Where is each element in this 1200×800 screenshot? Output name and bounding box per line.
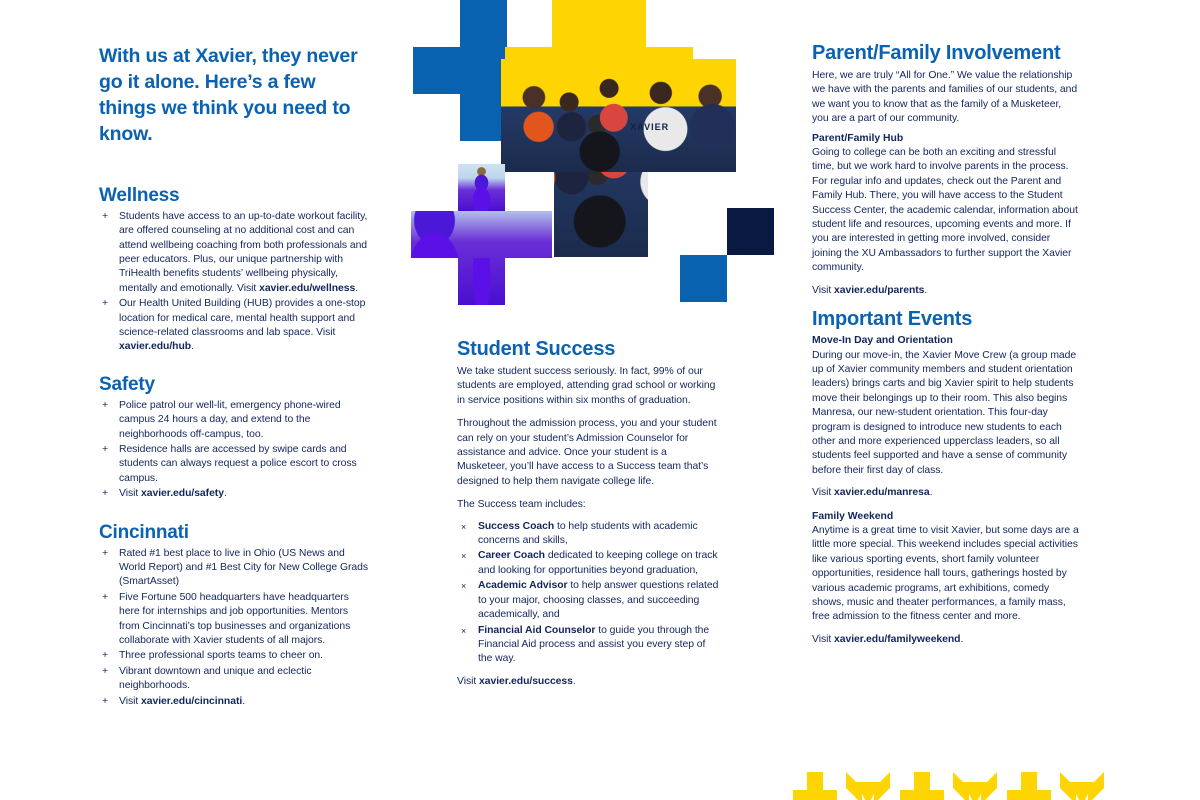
lede-headline: With us at Xavier, they never go it alone. Here’s a few things we think you need to know. — [99, 45, 358, 145]
bullet-plus-icon: + — [102, 298, 109, 310]
cincinnati-list — [99, 547, 371, 709]
team-role: Financial Aid Counselor — [478, 624, 596, 636]
section-heading-student-success: Student Success — [457, 338, 616, 360]
xavier-x-motif-down — [1060, 772, 1104, 800]
paragraph: We take student success seriously. In fact, 99% of our students are employed, attending grad school or working in service positions within six months of graduation. — [457, 366, 716, 406]
team-role: Success Coach — [478, 520, 555, 532]
bullet-x-icon: × — [461, 625, 467, 636]
middle-column — [457, 338, 719, 689]
list-item — [99, 547, 371, 590]
visit-prefix: Visit — [812, 487, 835, 499]
visit-suffix: . — [572, 675, 576, 687]
bullet-x-icon: × — [461, 551, 467, 562]
link-text[interactable]: xavier.edu/safety — [141, 488, 224, 500]
photo-fountain-bottom — [458, 258, 505, 305]
link-text[interactable]: xavier.edu/parents — [834, 284, 925, 296]
list-item-text: Visit — [119, 695, 142, 707]
visit-prefix: Visit — [812, 633, 835, 645]
photo-students-group — [501, 59, 736, 172]
paragraph: The Success team includes: — [457, 499, 586, 511]
list-item — [99, 591, 371, 649]
subheading-move-in-day: Move-In Day and Orientation — [812, 335, 953, 347]
collage-block-navy — [727, 208, 774, 255]
team-desc: to guide you through the Financial Aid process and assist you every step of the way. — [478, 624, 710, 665]
paragraph: During our move-in, the Xavier Move Crew (a group made up of Xavier community members and student orientation leaders) brings carts and big Xavier spirit to help students move their belongings up to their room. This also begins Manresa, our new-student orientation. This four-day program is designed to introduce new students to each other and more experienced upperclass leaders, so all students feel supported and have a sense of community before their first day of class. — [812, 349, 1077, 476]
list-item: + Our Health United Building (HUB) provides a one-stop location for medical care, mental health support and science-related classrooms and lab space. Visit xavier.edu/hub. — [102, 298, 366, 353]
team-role: Career Coach — [478, 550, 545, 562]
list-item: + Visit xavier.edu/cincinnati. — [99, 695, 371, 709]
link-text[interactable]: xavier.edu/success — [479, 675, 573, 687]
bullet-plus-icon: + — [102, 650, 109, 662]
list-item — [99, 399, 371, 442]
wellness-list — [99, 210, 371, 355]
subheading-parent-family-hub: Parent/Family Hub — [812, 132, 904, 144]
photo-fountain-top — [458, 164, 505, 211]
visit-suffix: . — [960, 633, 964, 645]
subheading-family-weekend: Family Weekend — [812, 510, 894, 522]
list-item-text: Our Health United Building (HUB) provides a one-stop location for medical care, mental health support and science-related classrooms and lab space. Visit — [119, 298, 366, 338]
photo-students-group-lower — [554, 172, 648, 257]
list-item — [99, 443, 371, 486]
visit-line-familyweekend — [812, 633, 1080, 647]
visit-line-manresa — [812, 486, 1080, 500]
link-text[interactable]: xavier.edu/hub — [119, 341, 192, 353]
visit-prefix: Visit — [812, 284, 835, 296]
xavier-x-motif-up — [900, 772, 944, 800]
team-role: Academic Advisor — [478, 580, 568, 592]
collage-graphic — [411, 0, 751, 312]
xavier-x-motif-down — [953, 772, 997, 800]
list-item — [457, 520, 719, 549]
parent-family-intro — [812, 69, 1080, 127]
list-item-text: Visit — [119, 488, 142, 500]
paragraph: Here, we are truly “All for One.” We value the relationship we have with the parents and families of our students, and we want you to know that as the family of a Musketeer, you are a part of our community. — [812, 70, 1078, 125]
link-text[interactable]: xavier.edu/cincinnati — [141, 695, 243, 707]
bullet-plus-icon: + — [102, 665, 109, 677]
section-heading-important-events: Important Events — [812, 308, 973, 331]
list-item — [457, 579, 719, 622]
visit-suffix: . — [929, 487, 933, 499]
xavier-x-motif-up — [793, 772, 837, 800]
bullet-plus-icon: + — [102, 443, 109, 455]
bottom-chevron-pattern — [793, 772, 1113, 800]
collage-block-blue — [460, 94, 507, 141]
collage-block-yellow — [552, 0, 646, 47]
visit-prefix: Visit — [457, 675, 480, 687]
link-text[interactable]: xavier.edu/familyweekend — [834, 633, 961, 645]
list-item-text: Rated #1 best place to live in Ohio (US News and World Report) and #1 Best City for New College Grads (SmartAsset) — [119, 547, 368, 588]
team-desc: to help answer questions related to your major, choosing classes, and succeeding academically, and — [478, 580, 719, 621]
visit-suffix: . — [924, 284, 928, 296]
bullet-plus-icon: + — [102, 399, 109, 411]
list-item: + Visit xavier.edu/safety. — [99, 487, 371, 501]
visit-line-success — [457, 675, 719, 689]
list-item-text: Five Fortune 500 headquarters have headquarters here for internships and job opportunities. Mentors from Cincinnati’s top businesses and organizations collaborate with Xavier students of all majors. — [119, 591, 351, 647]
photo-fountain-mid — [411, 211, 552, 258]
family-weekend-body — [812, 524, 1080, 625]
list-item — [457, 549, 719, 578]
list-item — [99, 649, 371, 663]
section-heading-cincinnati: Cincinnati — [99, 521, 189, 543]
bullet-plus-icon: + — [102, 591, 109, 603]
link-text[interactable]: xavier.edu/manresa — [834, 487, 930, 499]
collage-block-blue — [680, 255, 727, 302]
list-item — [457, 624, 719, 667]
success-team-list — [457, 520, 719, 667]
xavier-x-motif-up — [1007, 772, 1051, 800]
bullet-plus-icon: + — [102, 488, 109, 500]
paragraph: Going to college can be both an exciting and stressful time, but we work hard to involve parents in the process. For regular info and updates, check out the Parent and Family Hub. There, you will have access to the Student Success Center, the academic calendar, information about student life and resources, upcoming events and more. If you are interested in getting more involved, consider joining the XU Ambassadors to further support the Xavier community. — [812, 147, 1078, 274]
bullet-plus-icon: + — [102, 210, 109, 222]
section-heading-wellness: Wellness — [99, 184, 180, 206]
bullet-x-icon: × — [461, 581, 467, 592]
list-item: + Students have access to an up-to-date workout facility, are offered counseling at no additional cost and can attend wellbeing coaching from both professionals and peer educators. Plus, our unique partnership with TriHealth benefits students’ wellbeing physically, mentally and emotionally. Visit xavier.edu/wellness. — [102, 210, 368, 294]
team-desc: to help students with academic concerns and skills, — [478, 520, 698, 547]
move-in-day-body — [812, 349, 1080, 479]
bullet-plus-icon: + — [102, 695, 109, 707]
list-item — [99, 665, 371, 694]
bullet-plus-icon: + — [102, 547, 109, 559]
paragraph: Anytime is a great time to visit Xavier, but some days are a little more special. This weekend includes special activities like various sporting events, short family volunteer opportunities, residence hall tours, gatherings hosted by various academic programs, art exhibitions, comedy shows, music and theater performances, a family mass, free admission to the fitness center and more. — [812, 524, 1079, 623]
list-item-text: Residence halls are accessed by swipe cards and students can always request a police escort to cross campus. — [119, 443, 357, 484]
section-heading-parent-family: Parent/Family Involvement — [812, 42, 1061, 64]
list-item-text: Vibrant downtown and unique and eclectic neighborhoods. — [119, 665, 312, 692]
bullet-x-icon: × — [461, 521, 467, 532]
visit-line-parents — [812, 284, 1080, 298]
right-column — [812, 42, 1080, 647]
xavier-x-motif-down — [846, 772, 890, 800]
photo-shirt-text: XAVIER — [630, 122, 670, 133]
list-item-text: Three professional sports teams to cheer on. — [119, 650, 323, 662]
team-desc: dedicated to keeping college on track and looking for opportunities beyond graduation, — [478, 550, 718, 576]
section-heading-safety: Safety — [99, 373, 155, 395]
list-item-text: Students have access to an up-to-date workout facility, are offered counseling at no additional cost and can attend wellbeing coaching from both professionals and peer educators. Plus, our unique partnership with TriHealth benefits students’ wellbeing physically, mentally and emotionally. Visit — [119, 210, 368, 294]
collage-block-blue — [460, 0, 507, 47]
student-success-body — [457, 365, 719, 513]
left-column — [99, 0, 371, 710]
link-text[interactable]: xavier.edu/wellness — [259, 282, 356, 294]
safety-list — [99, 399, 371, 502]
parent-family-hub-body — [812, 146, 1080, 276]
paragraph: Throughout the admission process, you and your student can rely on your student’s Admission Counselor for assistance and advice. Once your student is a Musketeer, you’ll have access to a Success team that’s designed to help them navigate college life. — [457, 418, 717, 487]
list-item-text: Police patrol our well-lit, emergency phone-wired campus 24 hours a day, and extend to the neighborhoods off-campus, too. — [119, 399, 341, 440]
